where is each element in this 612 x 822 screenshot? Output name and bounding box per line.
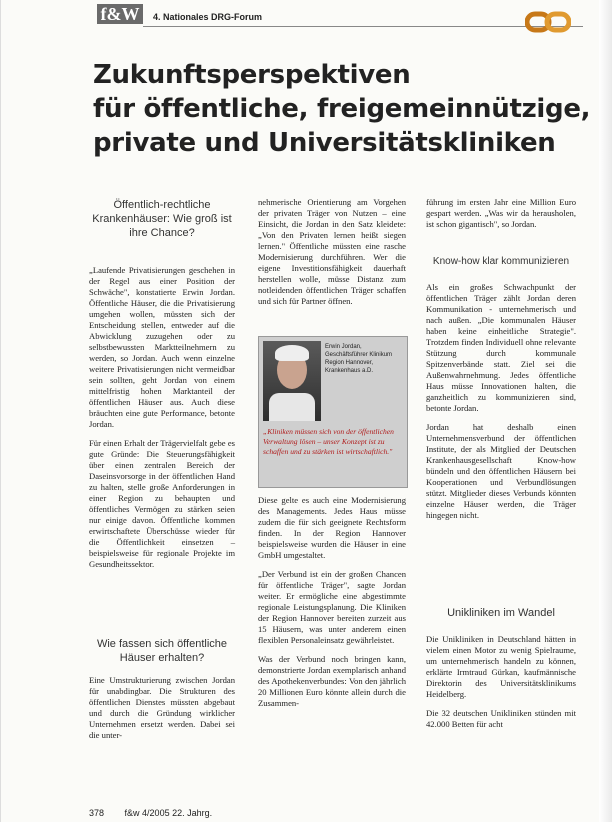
subheading-preserve-public: Wie fassen sich öffentliche Häuser erhalten? [96, 638, 228, 664]
paragraph: „Laufende Privatisierungen geschehen in der Regel aus einer Position der Schwäche", konstatierte Erwin Jordan. Öffentliche Häuser, die die Privatisierung umgehen wollen, müssten sich der Entscheidung stellen, entweder auf die Abwicklung zuzugehen oder zu selbstbewussten Marktteilnehmern zu werden, so Jordan. Auch wenn einzelne weitere Privatisierungen nicht vermeidbar sein sollten, geht Jordan von einem mittelfristig hohen Marktanteil der öffentlichen Häuser aus. Auch diese bräuchten eine gute Performance, betonte Jordan. [89, 265, 235, 429]
column-2 [258, 197, 406, 315]
page-number: 378 [89, 808, 105, 818]
paragraph: führung im ersten Jahr eine Million Euro gespart werden. „Was wir da herausholen, ist schon gigantisch", so Jordan. [426, 197, 576, 229]
paragraph: Für einen Erhalt der Trägervielfalt gebe es gute Gründe: Die Steuerungsfähigkeit über einen zentralen Bereich der Daseinsvorsorge in der öffentlichen Hand zu halten, stelle große Anforderungen in einer Region zu behaupten und öffentliches Vermögen zu stärken seien nur einige davon. Öffentliche kommen erwirtschaftete Überschüsse wieder für die Öffentlichkeit einsetzen – beispielsweise für regionale Projekte im Gesundheitssektor. [89, 438, 235, 569]
portrait-photo [263, 341, 321, 421]
subheading-public-hospitals: Öffentlich-rechtliche Krankenhäuser: Wie groß ist ihre Chance? [92, 199, 232, 239]
column-3-middle [426, 282, 576, 529]
chain-link-icon [525, 6, 571, 38]
subheading-know-how: Know-how klar kommunizieren [432, 256, 570, 267]
article-headline [93, 58, 593, 160]
magazine-logo: f&W [97, 4, 143, 24]
paragraph: nehmerische Orientierung am Vorgehen der privaten Träger von Nutzen – eine Einsicht, die Jordan in den Satz kleidete: „Von den Privaten lernen heißt siegen lernen." Öffentliche müssten eine rasche Modernisierung durchführen. Wer die eigene Investitionsfähigkeit dauerhaft herstellen wolle, müsse Distanz zum notleidenden öffentlichen Träger schaffen und sich für Partner öffnen. [258, 197, 406, 306]
issue-info: f&w 4/2005 22. Jahrg. [124, 808, 213, 818]
quote-box [258, 336, 408, 488]
paragraph: Die Unikliniken in Deutschland hätten in vielem einen Motor zu wenig Spielraume, um unternehmerisch handeln zu können, erklärte Irmtraud Gürkan, kaufmännische Direktorin des Universitätsklinikums Heidelberg. [426, 634, 576, 699]
column-1-continued [89, 675, 235, 749]
column-2-continued [258, 495, 406, 717]
paragraph: Eine Umstrukturierung zwischen Jordan für unabdingbar. Die Strukturen des öffentlichen Dienstes müssten abgebaut und durch die Gründung wirklicher Unternehmen ersetzt werden. Dabei sei die unter- [89, 675, 235, 740]
paragraph: Was der Verbund noch bringen kann, demonstrierte Jordan exemplarisch anhand des Apothekenverbundes: Von den jährlich 20 Millionen Euro könnte allein durch die Zusammen- [258, 654, 406, 708]
paragraph: „Der Verbund ist ein der großen Chancen für öffentliche Träger", sagte Jordan weiter. Er ermögliche eine abgestimmte regionale Leistungsplanung. Die Kliniken der Region Hannover bereiten zurzeit aus 15 Häusern, was unter anderem einen flexiblen Personaleinsatz gewährleistet. [258, 569, 406, 645]
headline-line-3: private und Universitätskliniken [93, 128, 556, 158]
headline-line-1: Zukunftsperspektiven [93, 60, 411, 90]
photo-caption: Erwin Jordan, Geschäftsführer Klinikum Region Hannover, Krankenhaus a.D. [325, 344, 393, 374]
column-3 [426, 197, 576, 238]
paragraph: Jordan hat deshalb einen Unternehmensverbund der öffentlichen Institute, der als Mitglied der Deutschen Krankenhausgesellschaft Know-how bündeln und den öffentlichen Häusern bei Kooperationen und Verbundlösungen stützt. Mitglieder dieses Verbunds könnten einzelne Häuser werden, die Träger hingegen nicht. [426, 422, 576, 520]
column-1 [89, 265, 235, 578]
page-edge [599, 0, 612, 822]
paragraph: Diese gelte es auch eine Modernisierung des Managements. Jedes Haus müsse zudem die für sich geeignete Rechtsform finden. In der Region Hannover beispielsweise wurden die Häuser in eine GmbH umgestaltet. [258, 495, 406, 560]
section-title: 4. Nationales DRG-Forum [153, 12, 263, 22]
subheading-university-clinics: Unikliniken im Wandel [447, 607, 555, 619]
column-3-bottom [426, 634, 576, 738]
paragraph: Als ein großes Schwachpunkt der öffentlichen Träger zählt Jordan deren Kommunikation - unternehmerisch und nach außen. „Die kommunalen Häuser haben keine einheitliche Strategie". Trotzdem finden Individuell ohne relevante Stützung durch kommunale Spitzenverbände statt. Ziel sei die Außenwahrnehmung. Jedes öffentliche Haus müsse Innovationen halten, die ganzheitlich zu kommunizieren sind, betonte Jordan. [426, 282, 576, 413]
page-footer [89, 808, 230, 818]
pull-quote: „Kliniken müssen sich von der öffentlichen Verwaltung lösen – unser Konzept ist zu schaffen und zu stärken ist wirtschaftlich." [263, 427, 394, 456]
headline-line-2: für öffentliche, freigemeinnützige, [93, 94, 591, 124]
paragraph: Die 32 deutschen Unikliniken stünden mit 42.000 Betten für acht [426, 708, 576, 729]
